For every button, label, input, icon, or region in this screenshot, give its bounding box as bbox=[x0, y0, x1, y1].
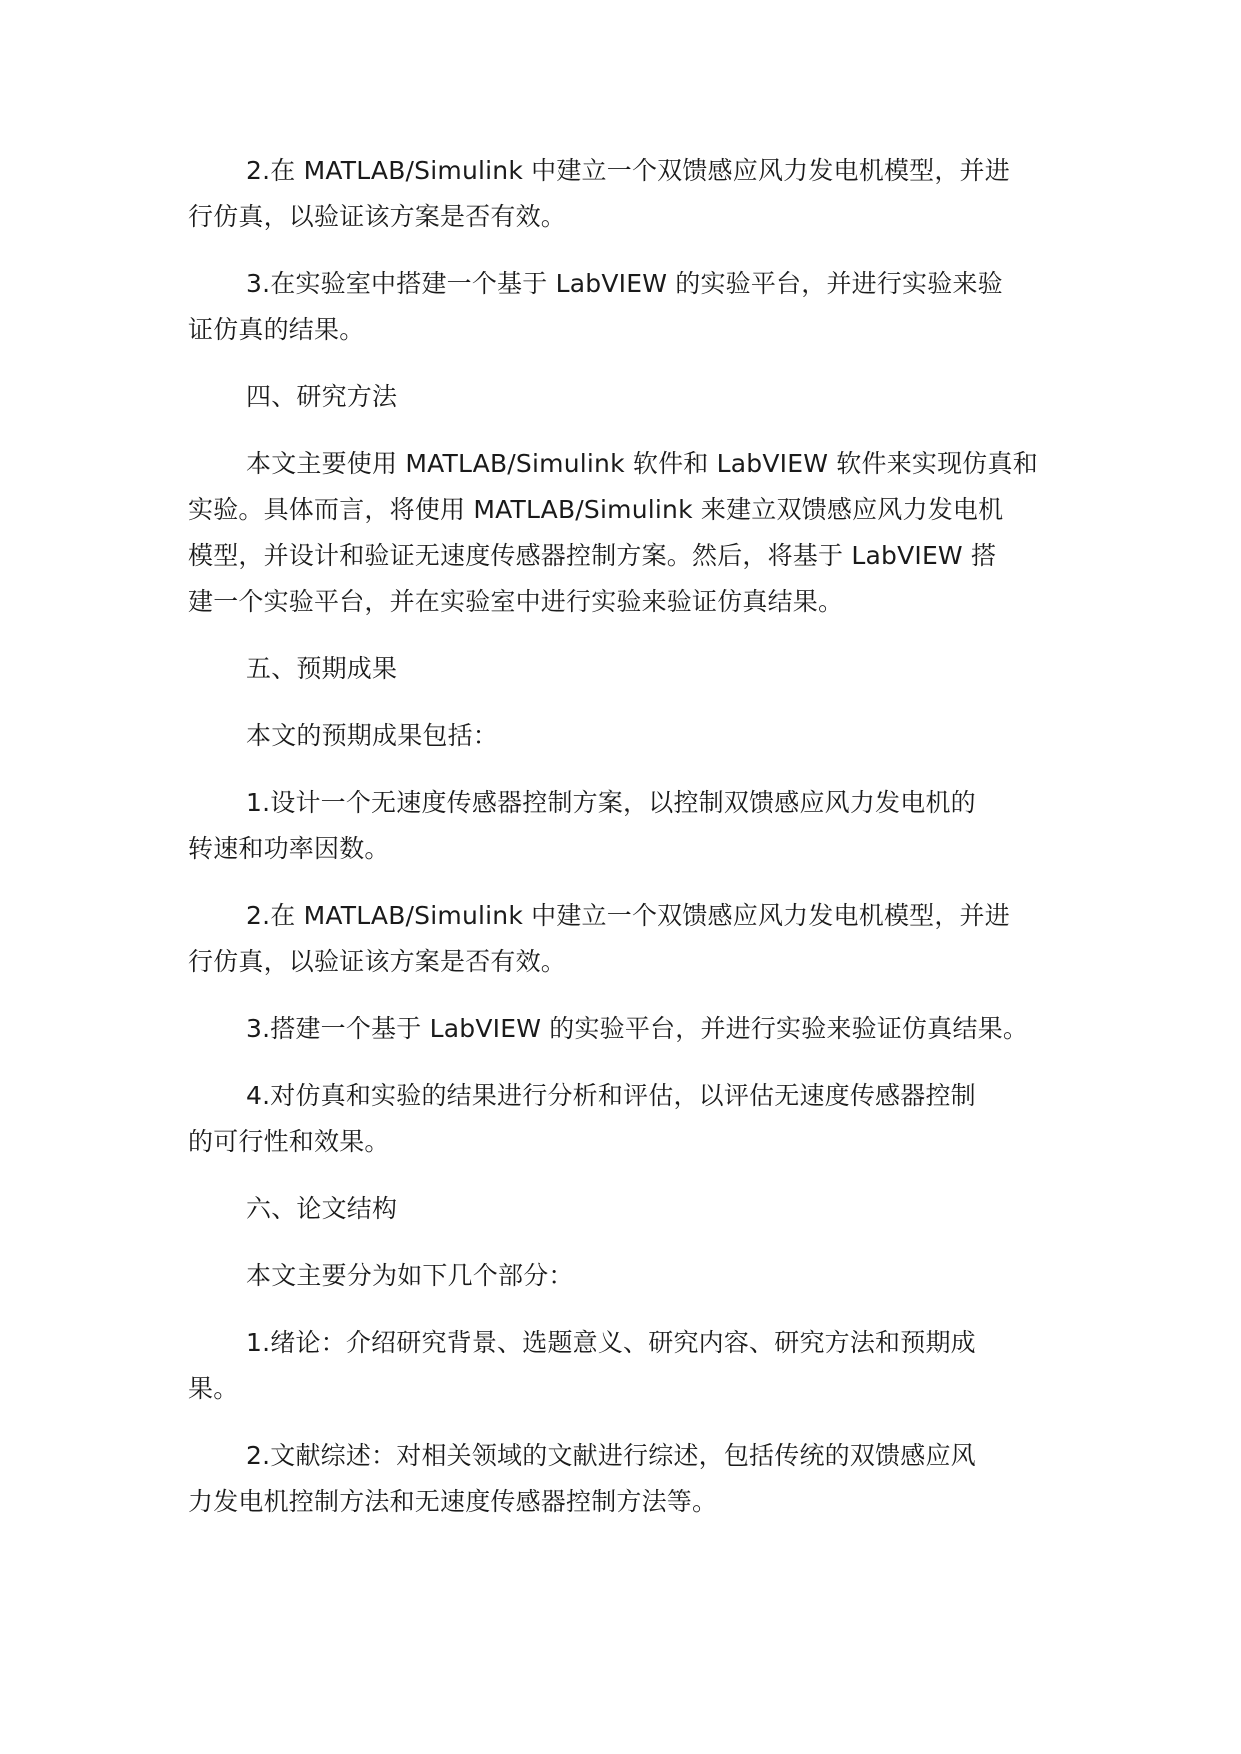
list-item-result-3: 3.搭建一个基于 LabVIEW 的实验平台，并进行实验来验证仿真结果。 bbox=[246, 1014, 1029, 1043]
paragraph-expected-results-intro: 本文的预期成果包括： bbox=[246, 721, 499, 750]
section-heading-thesis-structure: 六、论文结构 bbox=[246, 1194, 398, 1223]
document-body bbox=[188, 148, 1078, 1546]
list-item-structure-1: 1.绪论：介绍研究背景、选题意义、研究内容、研究方法和预期成 果。 bbox=[188, 1328, 976, 1403]
paragraph-research-methods: 本文主要使用 MATLAB/Simulink 软件和 LabVIEW 软件来实现仿真和 实验。具体而言，将使用 MATLAB/Simulink 来建立双馈感应风力发电机 模型，并设计和验证无速度传感器控制方案。然后，将基于 LabVIEW 搭 建一个实验平台，并在实验室中进行实验来验证仿真结果。 bbox=[188, 449, 1038, 616]
list-item-result-2: 2.在 MATLAB/Simulink 中建立一个双馈感应风力发电机模型，并进 行仿真，以验证该方案是否有效。 bbox=[188, 901, 1010, 976]
list-item-result-1: 1.设计一个无速度传感器控制方案，以控制双馈感应风力发电机的 转速和功率因数。 bbox=[188, 788, 976, 863]
paragraph-lab-platform: 3.在实验室中搭建一个基于 LabVIEW 的实验平台，并进行实验来验 证仿真的结果。 bbox=[188, 269, 1003, 344]
section-heading-research-methods: 四、研究方法 bbox=[246, 382, 398, 411]
list-item-structure-2: 2.文献综述：对相关领域的文献进行综述，包括传统的双馈感应风 力发电机控制方法和无速度传感器控制方法等。 bbox=[188, 1441, 976, 1516]
list-item-result-4: 4.对仿真和实验的结果进行分析和评估，以评估无速度传感器控制 的可行性和效果。 bbox=[188, 1081, 976, 1156]
paragraph-structure-intro: 本文主要分为如下几个部分： bbox=[246, 1261, 574, 1290]
paragraph-simulink-model: 2.在 MATLAB/Simulink 中建立一个双馈感应风力发电机模型，并进 行仿真，以验证该方案是否有效。 bbox=[188, 156, 1010, 231]
section-heading-expected-results: 五、预期成果 bbox=[246, 654, 398, 683]
